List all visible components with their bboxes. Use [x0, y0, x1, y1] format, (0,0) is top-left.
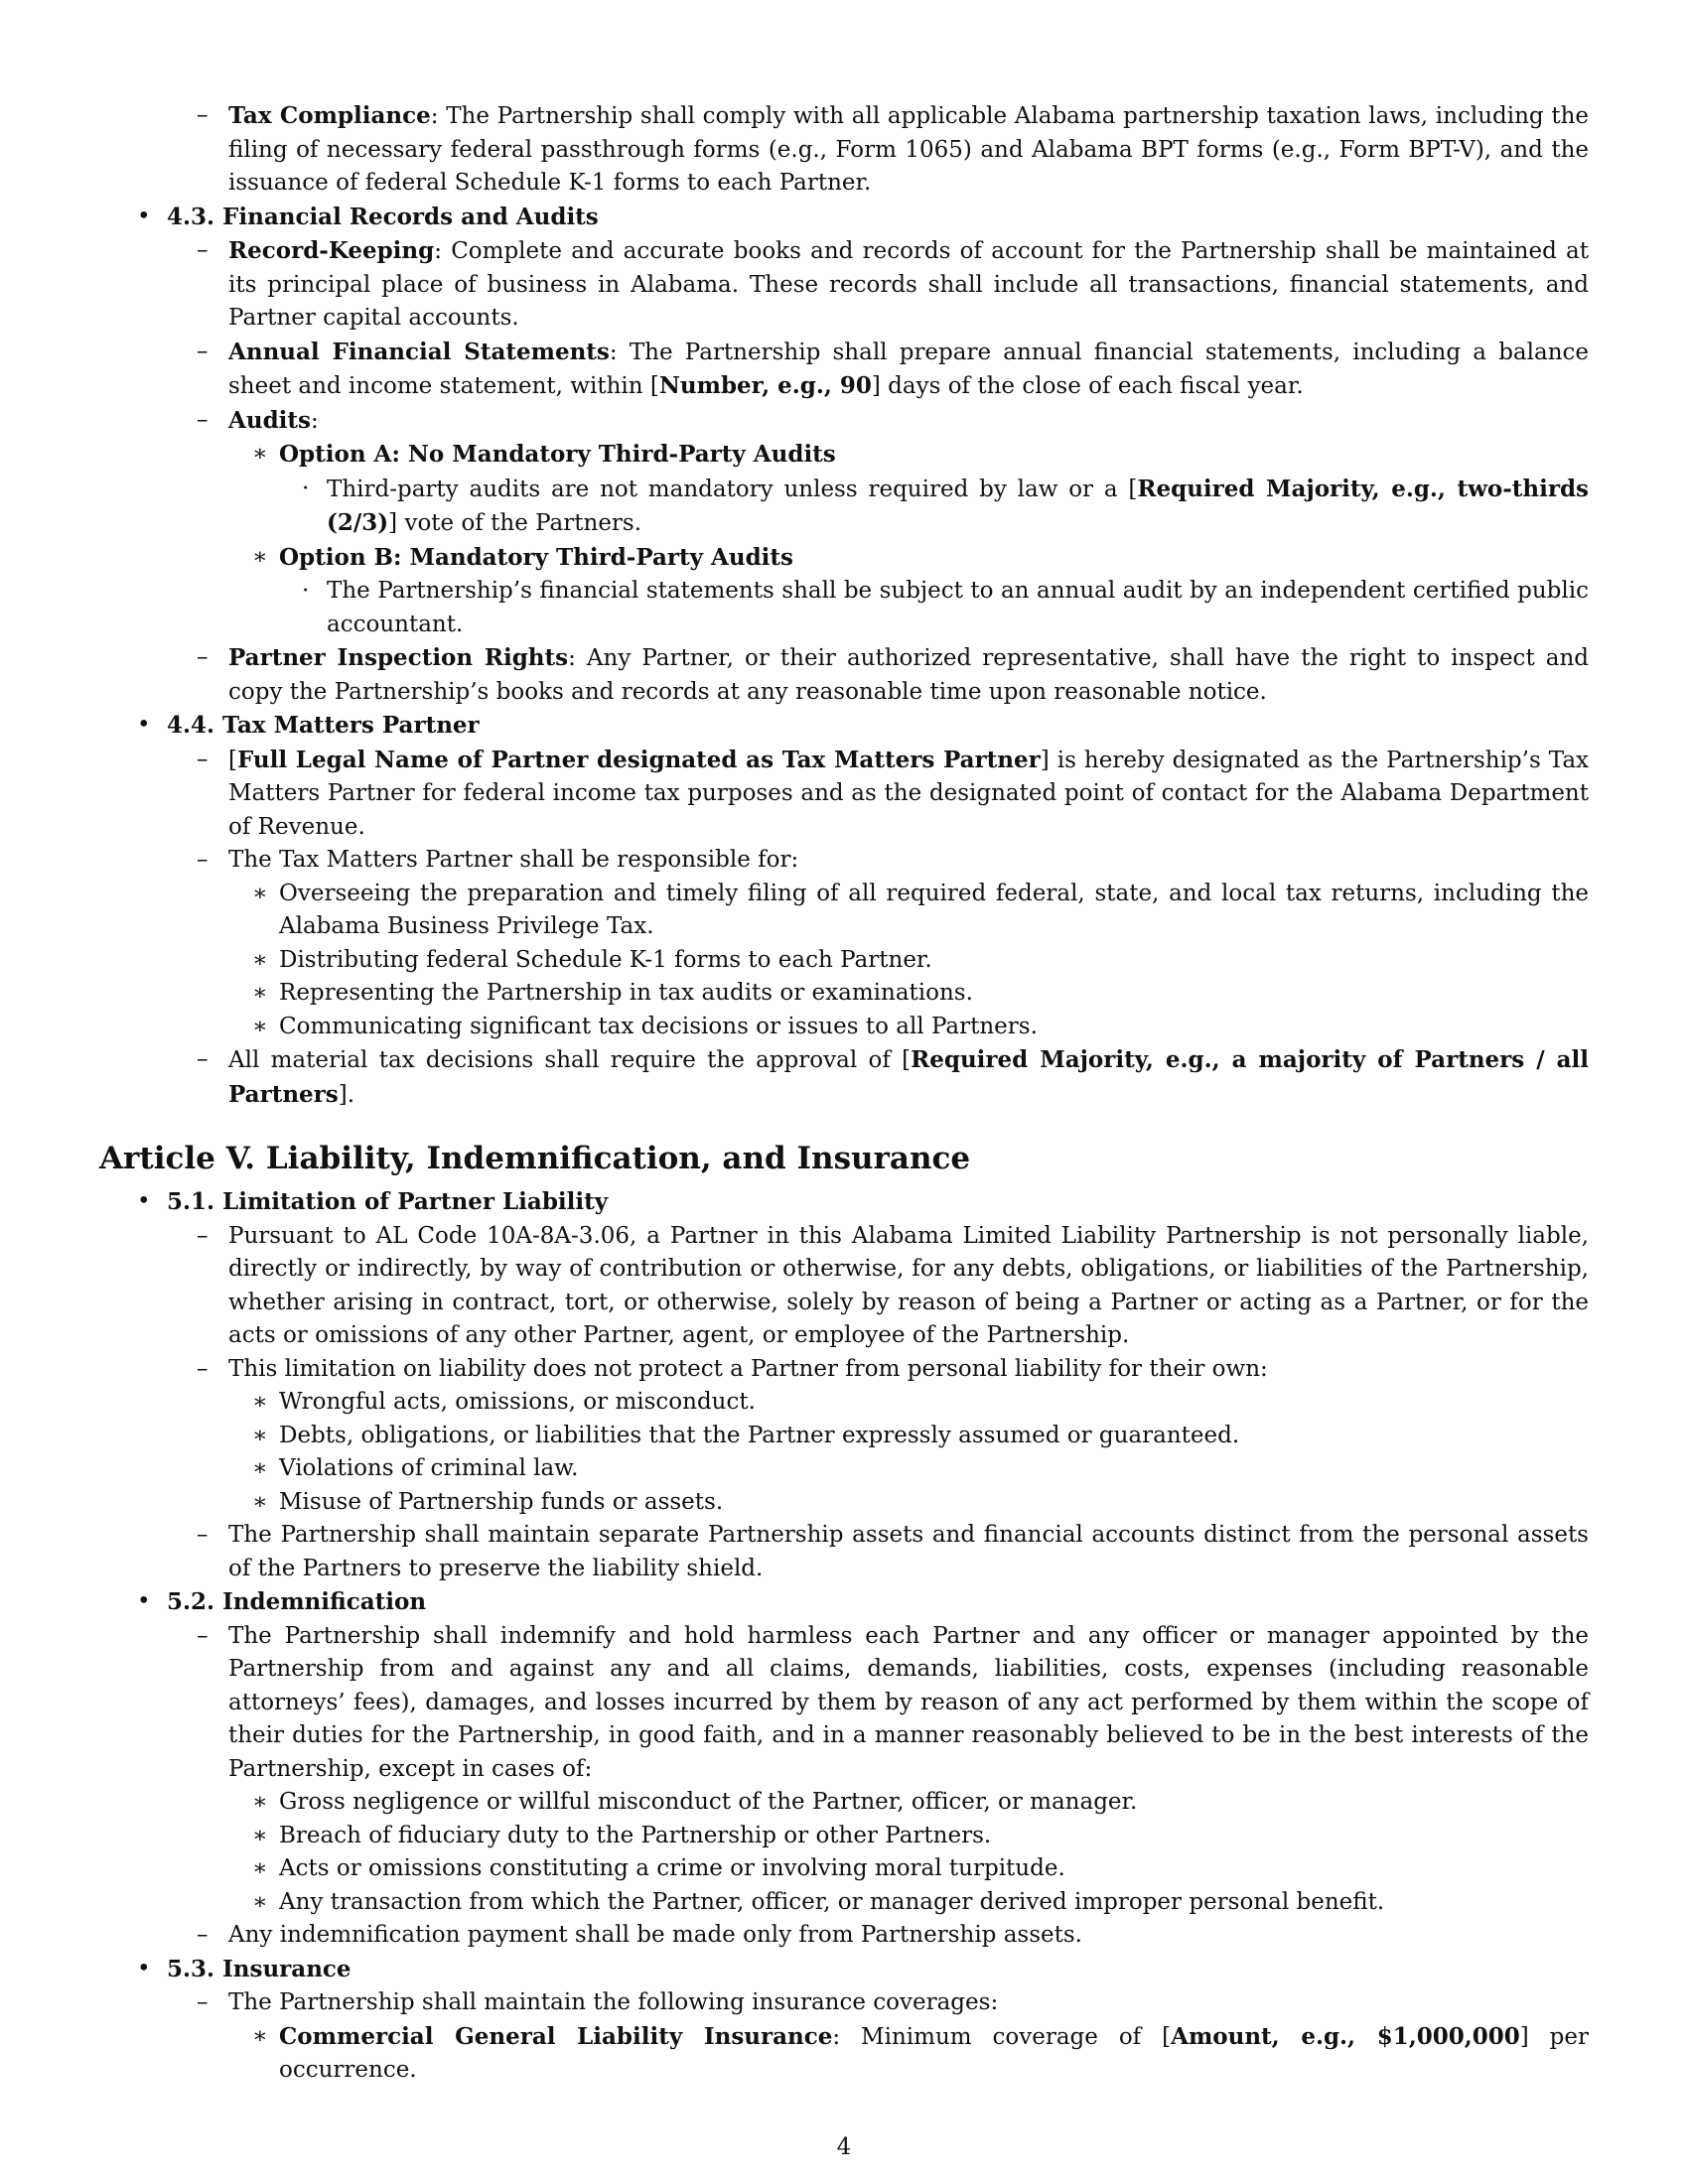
- exception-text: Debts, obligations, or liabilities that the Partner expressly assumed or guaranteed.: [279, 1422, 1240, 1448]
- record-keeping-label: Record-Keeping: [228, 237, 435, 264]
- duty-text: Representing the Partnership in tax audits or examinations.: [279, 980, 973, 1006]
- asterisk-marker: ∗: [252, 2022, 268, 2049]
- section-heading-text: 5.2. Indemnification: [167, 1588, 427, 1615]
- approval-text-end: ].: [338, 1081, 355, 1108]
- separate-assets-item: [99, 1519, 1589, 1585]
- designation-text: ] is hereby designated as the Partnership’s Tax Matters Partner for federal income tax purposes and as the designated point of contact for the Alabama Department of Revenue.: [228, 747, 1590, 840]
- duty-item: [99, 977, 1589, 1011]
- exception-text: Breach of fiduciary duty to the Partnership or other Partners.: [279, 1822, 992, 1848]
- indemnification-exception-item: [99, 1852, 1589, 1886]
- approval-text: All material tax decisions shall require the approval of [: [228, 1047, 912, 1073]
- duty-text: Communicating significant tax decisions or issues to all Partners.: [279, 1013, 1038, 1039]
- dash-marker: –: [197, 102, 209, 128]
- section-5-1-heading: [99, 1185, 1589, 1220]
- exception-text: Violations of criminal law.: [279, 1455, 579, 1481]
- tax-matters-designation: [99, 744, 1589, 845]
- annual-statements-label: Annual Financial Statements: [228, 338, 610, 365]
- duty-text: Overseeing the preparation and timely filing of all required federal, state, and local tax returns, including the Alabama Business Privilege Tax.: [279, 880, 1589, 939]
- section-5-3-heading: [99, 1953, 1589, 1987]
- tax-approval-item: [99, 1043, 1589, 1112]
- bullet-marker: •: [137, 1955, 151, 1981]
- exception-text: Misuse of Partnership funds or assets.: [279, 1488, 724, 1515]
- tax-compliance-text: : The Partnership shall comply with all applicable Alabama partnership taxation laws, including the filing of necessary federal passthrough forms (e.g., Form 1065) and Alabama BPT forms (e.g., Form BPT-V), and the issuance of federal Schedule K-1 forms to each Partner.: [228, 103, 1589, 196]
- partner-name-placeholder: Full Legal Name of Partner designated as Tax Matters Partner: [236, 746, 1041, 773]
- exception-text: Any transaction from which the Partner, officer, or manager derived improper personal benefit.: [279, 1888, 1385, 1915]
- option-b-item: [99, 541, 1589, 576]
- indemnification-exception-item: [99, 1886, 1589, 1920]
- duty-item: [99, 944, 1589, 978]
- majority-placeholder: Required Majority, e.g., two-thirds (2/3): [327, 475, 1589, 536]
- bullet-marker: •: [137, 1188, 151, 1214]
- approval-placeholder: Required Majority, e.g., a majority of Partners / all Partners: [228, 1046, 1590, 1108]
- insurance-intro-text: The Partnership shall maintain the following insurance coverages:: [228, 1989, 999, 2015]
- dash-marker: –: [197, 847, 209, 873]
- indemnification-item: [99, 1620, 1589, 1787]
- annual-statements-text-end: ] days of the close of each fiscal year.: [871, 373, 1304, 399]
- exception-text: Acts or omissions constituting a crime or involving moral turpitude.: [279, 1855, 1065, 1881]
- dash-marker: –: [197, 1989, 209, 2015]
- page-number: 4: [836, 2134, 852, 2160]
- dot-marker: ·: [302, 475, 310, 501]
- liability-exception-item: [99, 1386, 1589, 1420]
- duty-item: [99, 878, 1589, 944]
- asterisk-marker: ∗: [252, 880, 268, 906]
- duty-item: [99, 1011, 1589, 1044]
- cgl-insurance-item: [99, 2020, 1589, 2088]
- dash-marker: –: [197, 644, 209, 670]
- asterisk-marker: ∗: [252, 1789, 268, 1815]
- indemnification-exception-item: [99, 1786, 1589, 1820]
- option-a-text-end: ] vote of the Partners.: [388, 510, 642, 536]
- bracket-open: [: [228, 747, 237, 773]
- audits-item: [99, 404, 1589, 439]
- dash-marker: –: [197, 338, 209, 364]
- cgl-text: : Minimum coverage of [: [832, 2023, 1172, 2050]
- section-4-3-heading: [99, 201, 1589, 235]
- audits-label: Audits: [228, 406, 311, 434]
- asterisk-marker: ∗: [252, 543, 268, 570]
- dash-marker: –: [197, 237, 209, 263]
- asterisk-marker: ∗: [252, 1455, 268, 1481]
- dash-marker: –: [197, 1046, 209, 1072]
- indemnification-exception-item: [99, 1820, 1589, 1853]
- section-4-4-heading: [99, 709, 1589, 744]
- audits-colon: :: [310, 407, 319, 434]
- dash-marker: –: [197, 1622, 209, 1649]
- section-heading-text: 4.3. Financial Records and Audits: [167, 203, 599, 230]
- dash-marker: –: [197, 406, 209, 433]
- asterisk-marker: ∗: [252, 1013, 268, 1039]
- option-a-title: Option A: No Mandatory Third-Party Audits: [279, 441, 836, 468]
- option-a-item: [99, 438, 1589, 473]
- liability-pursuant-item: [99, 1220, 1589, 1353]
- liability-exception-item: [99, 1452, 1589, 1486]
- limitation-text: This limitation on liability does not protect a Partner from personal liability for their own:: [228, 1355, 1268, 1382]
- liability-limitation-item: [99, 1353, 1589, 1387]
- asterisk-marker: ∗: [252, 1422, 268, 1448]
- liability-exception-item: [99, 1420, 1589, 1453]
- page-content: [99, 99, 1589, 2088]
- indemnification-text: The Partnership shall indemnify and hold harmless each Partner and any officer or manager appointed by the Partnership from and against any and all claims, demands, liabilities, costs, expenses (including reasonable attorneys’ fees), damages, and losses incurred by them by reason of any act performed by them within the scope of their duties for the Partnership, in good faith, and in a manner reasonably believed to be in the best interests of the Partnership, except in cases of:: [228, 1622, 1589, 1782]
- inspection-rights-item: [99, 641, 1589, 709]
- inspection-rights-text: : Any Partner, or their authorized representative, shall have the right to inspect and copy the Partnership’s books and records at any reasonable time upon reasonable notice.: [228, 645, 1589, 705]
- duty-text: Distributing federal Schedule K-1 forms to each Partner.: [279, 946, 932, 973]
- asterisk-marker: ∗: [252, 1888, 268, 1915]
- exception-text: Gross negligence or willful misconduct of the Partner, officer, or manager.: [279, 1789, 1138, 1815]
- liability-exception-item: [99, 1486, 1589, 1520]
- tax-compliance-label: Tax Compliance: [228, 102, 431, 129]
- insurance-intro-item: [99, 1986, 1589, 2020]
- asterisk-marker: ∗: [252, 980, 268, 1006]
- tax-compliance-item: [99, 99, 1589, 201]
- separate-assets-text: The Partnership shall maintain separate Partnership assets and financial accounts distinct from the personal assets of the Partners to preserve the liability shield.: [228, 1522, 1589, 1581]
- dot-marker: ·: [302, 578, 310, 604]
- bullet-marker: •: [137, 203, 151, 229]
- option-b-detail: [99, 575, 1589, 641]
- dash-marker: –: [197, 1355, 209, 1382]
- bullet-marker: •: [137, 712, 151, 738]
- asterisk-marker: ∗: [252, 1488, 268, 1515]
- cgl-text-end: ] per occurrence.: [279, 2023, 1589, 2083]
- record-keeping-text: : Complete and accurate books and records of account for the Partnership shall be maintained at its principal place of business in Alabama. These records shall include all transactions, financial statements, and Partner capital accounts.: [228, 238, 1589, 331]
- dash-marker: –: [197, 746, 209, 772]
- days-placeholder: Number, e.g., 90: [658, 372, 872, 399]
- record-keeping-item: [99, 234, 1589, 336]
- inspection-rights-label: Partner Inspection Rights: [228, 644, 569, 671]
- dash-marker: –: [197, 1222, 209, 1249]
- responsibilities-text: The Tax Matters Partner shall be responsible for:: [228, 847, 799, 873]
- dash-marker: –: [197, 1522, 209, 1548]
- responsibilities-item: [99, 844, 1589, 878]
- section-heading-text: 5.3. Insurance: [167, 1955, 352, 1982]
- option-b-text: The Partnership’s financial statements shall be subject to an annual audit by an independent certified public accountant.: [327, 578, 1589, 637]
- asterisk-marker: ∗: [252, 946, 268, 973]
- option-a-detail: [99, 473, 1589, 541]
- section-5-2-heading: [99, 1585, 1589, 1620]
- annual-statements-item: [99, 336, 1589, 404]
- section-heading-text: 5.1. Limitation of Partner Liability: [167, 1188, 609, 1215]
- exception-text: Wrongful acts, omissions, or misconduct.: [279, 1389, 756, 1415]
- asterisk-marker: ∗: [252, 1855, 268, 1881]
- asterisk-marker: ∗: [252, 1389, 268, 1415]
- payment-text: Any indemnification payment shall be made only from Partnership assets.: [228, 1922, 1082, 1948]
- asterisk-marker: ∗: [252, 1822, 268, 1848]
- option-a-text: Third-party audits are not mandatory unless required by law or a [: [327, 476, 1138, 502]
- pursuant-text: Pursuant to AL Code 10A-8A-3.06, a Partner in this Alabama Limited Liability Partnership is not personally liable, directly or indirectly, by way of contribution or otherwise, for any debts, obligations, or liabilities of the Partnership, whether arising in contract, tort, or otherwise, solely by reason of being a Partner or acting as a Partner, or for the acts or omissions of any other Partner, agent, or employee of the Partnership.: [228, 1222, 1589, 1348]
- asterisk-marker: ∗: [252, 441, 268, 467]
- amount-placeholder: Amount, e.g., $1,000,000: [1171, 2022, 1520, 2050]
- annual-statements-text: : The Partnership shall prepare annual financial statements, including a balance sheet and income statement, within [: [228, 339, 1589, 399]
- article-v-title: Article V. Liability, Indemnification, and Insurance: [99, 1141, 971, 1176]
- bullet-marker: •: [137, 1588, 151, 1614]
- cgl-label: Commercial General Liability Insurance: [279, 2022, 833, 2050]
- option-b-title: Option B: Mandatory Third-Party Audits: [279, 543, 793, 571]
- dash-marker: –: [197, 1922, 209, 1948]
- indemnification-payment-item: [99, 1919, 1589, 1953]
- section-heading-text: 4.4. Tax Matters Partner: [167, 712, 480, 739]
